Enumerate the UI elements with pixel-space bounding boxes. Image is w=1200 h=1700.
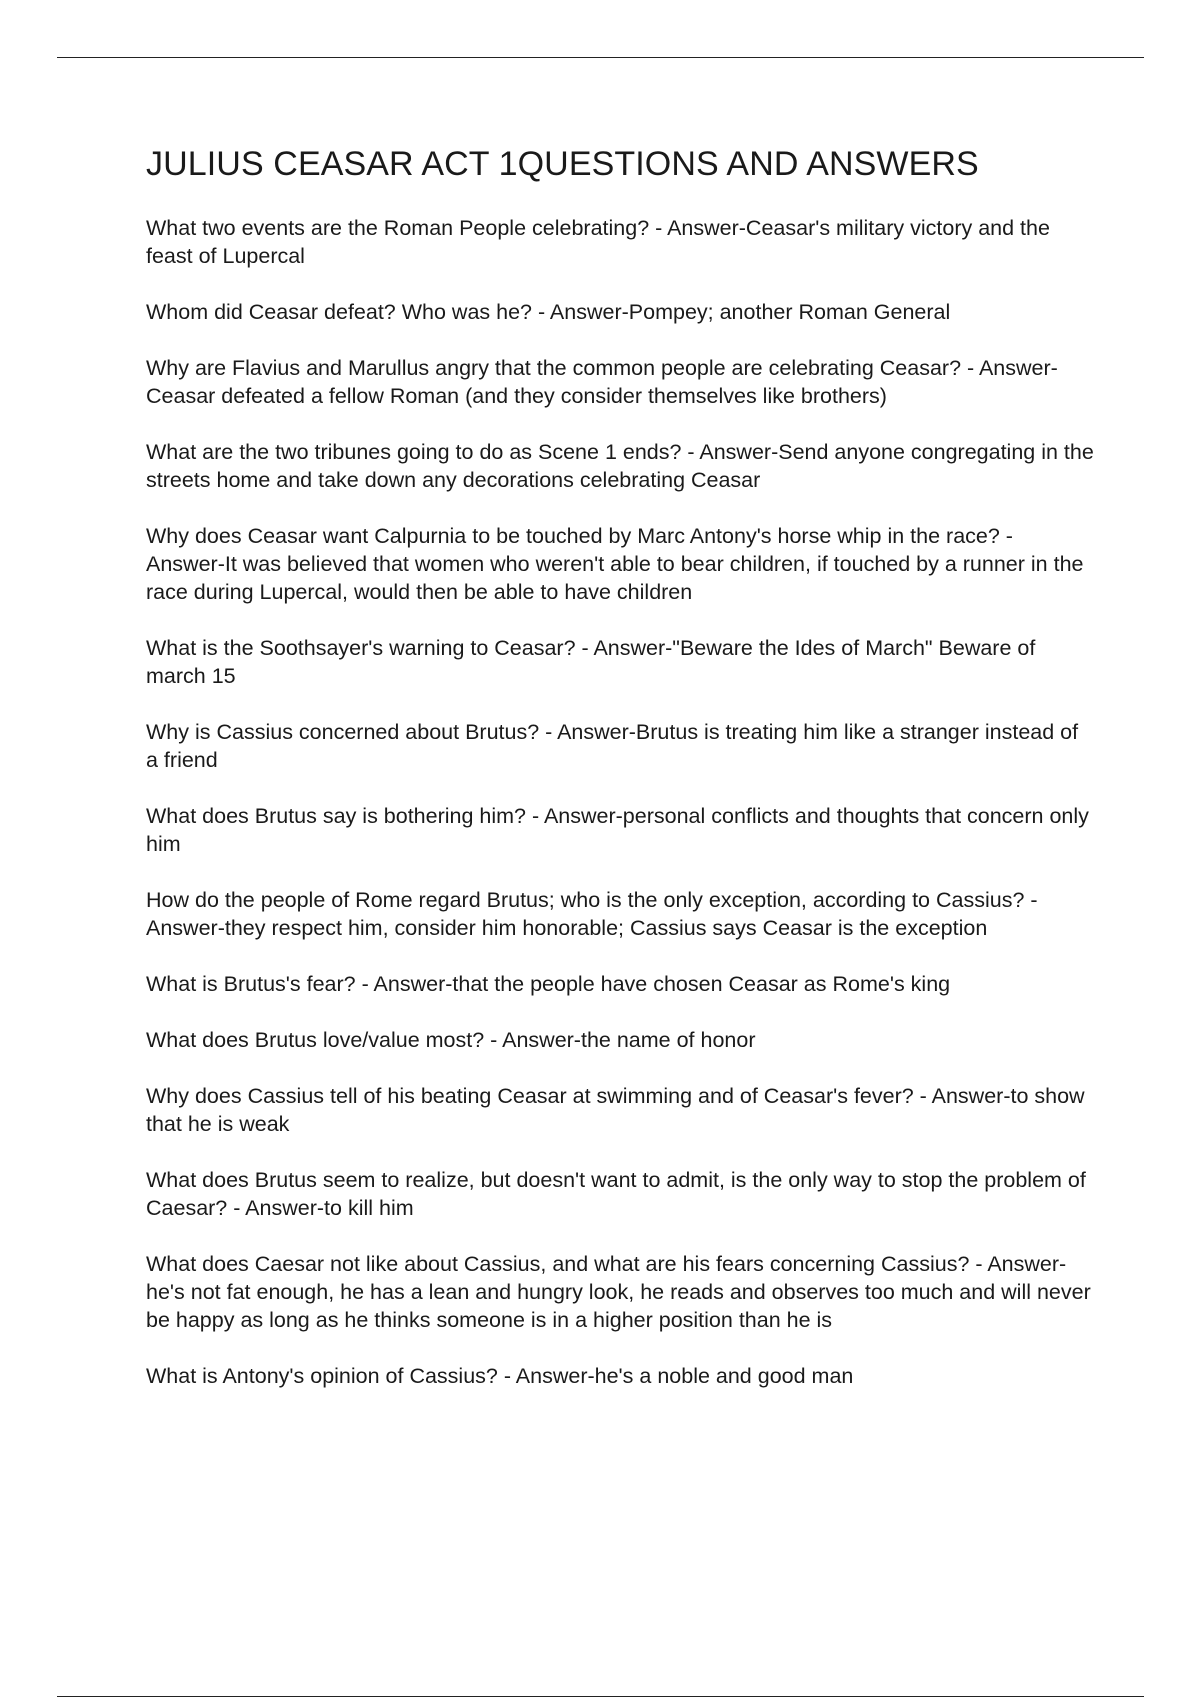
top-rule (57, 57, 1144, 58)
qa-item: What are the two tribunes going to do as Scene 1 ends? - Answer-Send anyone congregating in the streets home and take down any decorations celebrating Ceasar (146, 440, 1094, 492)
qa-item: What is Antony's opinion of Cassius? - Answer-he's a noble and good man (146, 1364, 854, 1388)
qa-item: How do the people of Rome regard Brutus; who is the only exception, according to Cassius? - Answer-they respect him, consider him honorable; Cassius says Ceasar is the exception (146, 888, 1038, 940)
page-title: JULIUS CEASAR ACT 1QUESTIONS AND ANSWERS (146, 145, 979, 183)
qa-item: What is Brutus's fear? - Answer-that the people have chosen Ceasar as Rome's king (146, 972, 951, 996)
qa-item: Why is Cassius concerned about Brutus? - Answer-Brutus is treating him like a stranger instead of a friend (146, 720, 1079, 772)
qa-list (146, 214, 1096, 1390)
qa-item: What two events are the Roman People celebrating? - Answer-Ceasar's military victory and the feast of Lupercal (146, 216, 1050, 268)
qa-item: What does Brutus love/value most? - Answer-the name of honor (146, 1028, 756, 1052)
qa-item: What does Caesar not like about Cassius, and what are his fears concerning Cassius? - Answer-he's not fat enough, he has a lean and hungry look, he reads and observes too much and will never be happy as long as he thinks someone is in a higher position than he is (146, 1252, 1091, 1332)
document-body (146, 142, 1096, 1418)
qa-item: Whom did Ceasar defeat? Who was he? - Answer-Pompey; another Roman General (146, 300, 951, 324)
qa-item: Why does Ceasar want Calpurnia to be touched by Marc Antony's horse whip in the race? - Answer-It was believed that women who weren't able to bear children, if touched by a runner in the race during Lupercal, would then be able to have children (146, 524, 1084, 604)
qa-item: What does Brutus seem to realize, but doesn't want to admit, is the only way to stop the problem of Caesar? - Answer-to kill him (146, 1168, 1086, 1220)
qa-item: What does Brutus say is bothering him? - Answer-personal conflicts and thoughts that concern only him (146, 804, 1089, 856)
qa-item: What is the Soothsayer's warning to Ceasar? - Answer-"Beware the Ides of March" Beware of march 15 (146, 636, 1036, 688)
qa-item: Why does Cassius tell of his beating Ceasar at swimming and of Ceasar's fever? - Answer-to show that he is weak (146, 1084, 1085, 1136)
qa-item: Why are Flavius and Marullus angry that the common people are celebrating Ceasar? - Answer-Ceasar defeated a fellow Roman (and they consider themselves like brothers) (146, 356, 1058, 408)
bottom-rule (57, 1696, 1144, 1697)
